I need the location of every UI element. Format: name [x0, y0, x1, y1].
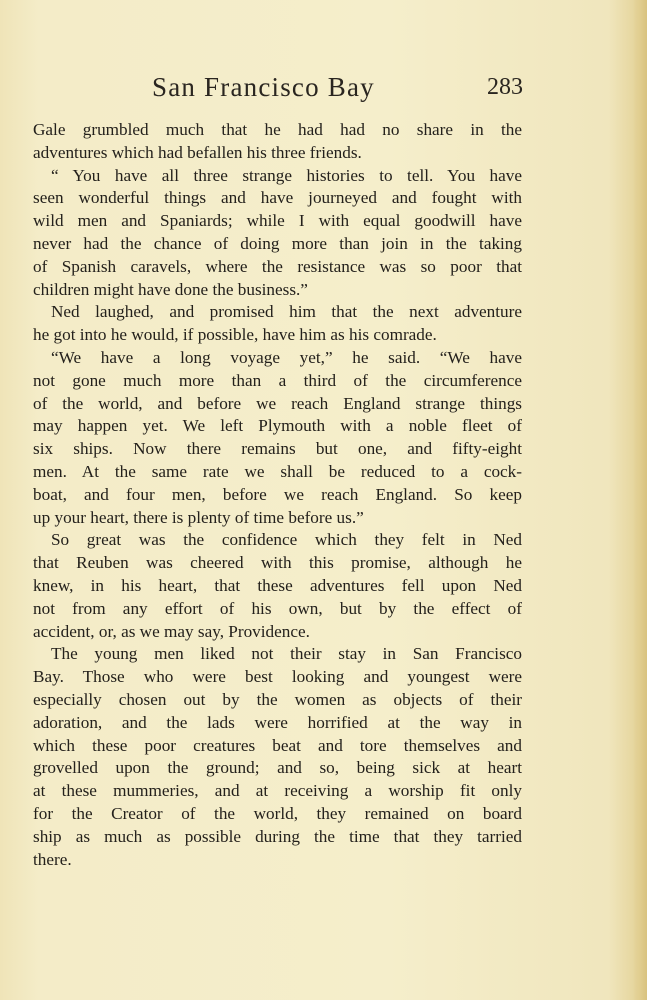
text-line: boat, and four men, before we reach England. So keep — [33, 484, 522, 504]
text-line: for the Creator of the world, they remained on board — [33, 803, 522, 823]
text-line: there. — [33, 849, 72, 869]
text-line: he got into he would, if possible, have him as his comrade. — [33, 325, 437, 345]
paragraph — [33, 529, 522, 643]
text-line: never had the chance of doing more than join in the taking — [33, 233, 522, 253]
text-line: wild men and Spaniards; while I with equal goodwill have — [33, 211, 522, 231]
page-edge-shadow — [633, 0, 647, 1000]
text-line: of Spanish caravels, where the resistance was so poor that — [33, 256, 522, 276]
text-line: grovelled upon the ground; and so, being sick at heart — [33, 758, 522, 778]
paragraph — [33, 165, 522, 302]
text-line: Ned laughed, and promised him that the next adventure — [51, 302, 522, 322]
text-line: adventures which had befallen his three friends. — [33, 142, 362, 162]
text-line: accident, or, as we may say, Providence. — [33, 621, 310, 641]
paragraph — [33, 347, 522, 529]
text-line: ship as much as possible during the time that they tarried — [33, 826, 522, 846]
text-line: “ You have all three strange histories to tell. You have — [51, 165, 522, 185]
text-line: children might have done the business.” — [33, 279, 308, 299]
text-line: The young men liked not their stay in San Francisco — [51, 644, 522, 664]
text-line: knew, in his heart, that these adventures fell upon Ned — [33, 575, 522, 595]
text-line: of the world, and before we reach England strange things — [33, 393, 522, 413]
text-line: not from any effort of his own, but by the effect of — [33, 598, 522, 618]
text-line: which these poor creatures beat and tore themselves and — [33, 735, 522, 755]
paragraph — [33, 119, 522, 165]
body-text — [33, 119, 522, 871]
text-line: up your heart, there is plenty of time before us.” — [33, 507, 364, 527]
text-line: men. At the same rate we shall be reduced to a cock- — [33, 461, 522, 481]
text-line: So great was the confidence which they felt in Ned — [51, 530, 522, 550]
paragraph — [33, 301, 522, 347]
running-title: San Francisco Bay — [152, 72, 375, 102]
text-line: may happen yet. We left Plymouth with a noble fleet of — [33, 416, 522, 436]
page-number: 283 — [487, 74, 523, 100]
text-line: not gone much more than a third of the circumference — [33, 370, 522, 390]
text-line: “We have a long voyage yet,” he said. “We have — [51, 347, 522, 367]
text-line: Bay. Those who were best looking and youngest were — [33, 667, 522, 687]
text-line: that Reuben was cheered with this promise, although he — [33, 553, 522, 573]
text-line: six ships. Now there remains but one, and fifty-eight — [33, 439, 522, 459]
text-line: seen wonderful things and have journeyed and fought with — [33, 188, 522, 208]
text-line: adoration, and the lads were horrified at the way in — [33, 712, 522, 732]
text-line: at these mummeries, and at receiving a worship fit only — [33, 781, 522, 801]
page-header — [0, 72, 647, 112]
text-line: Gale grumbled much that he had had no share in the — [33, 120, 522, 139]
paragraph — [33, 643, 522, 871]
text-line: especially chosen out by the women as objects of their — [33, 689, 522, 709]
